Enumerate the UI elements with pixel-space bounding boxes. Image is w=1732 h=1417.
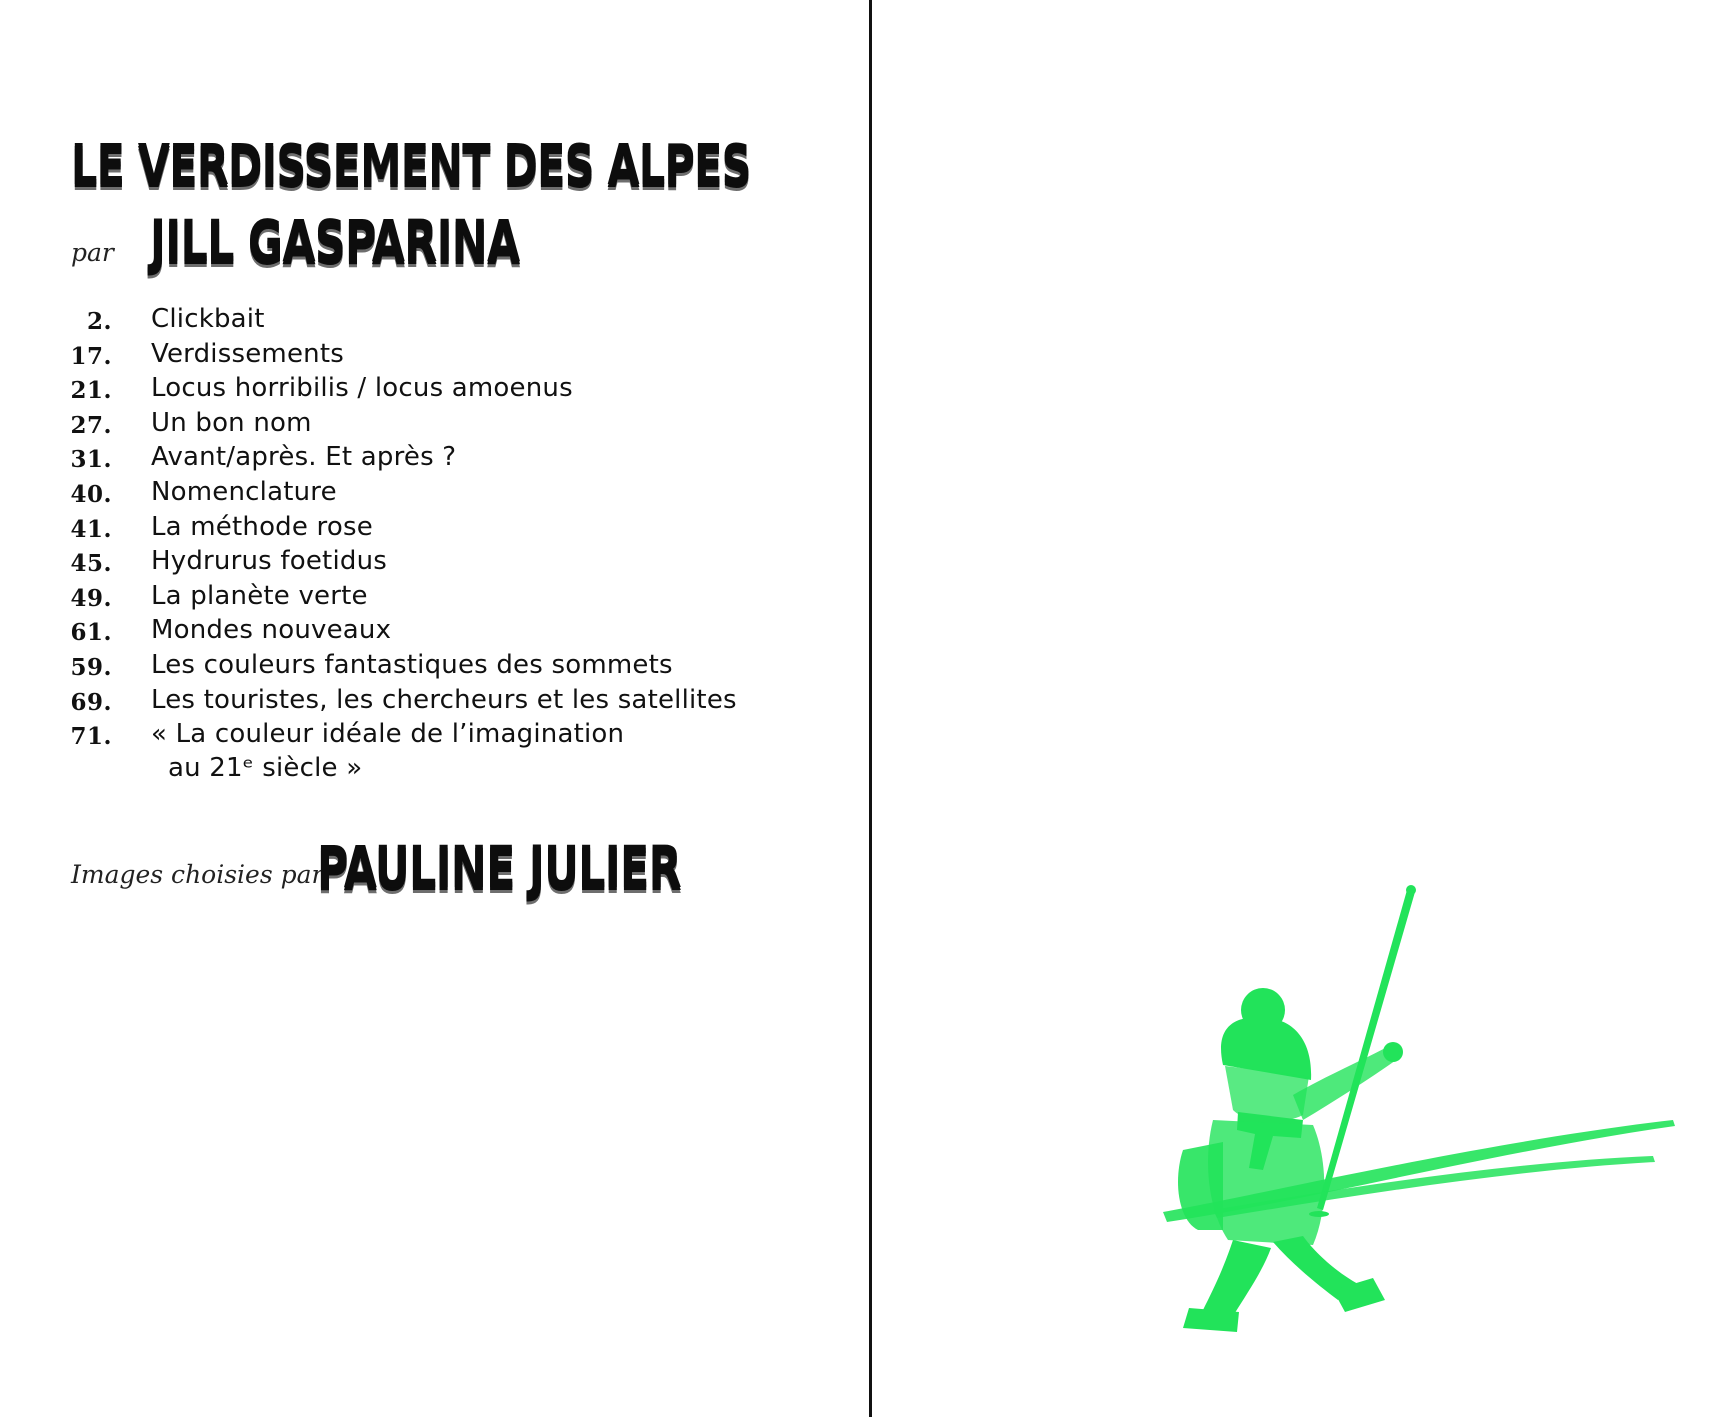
page-gutter-divider (869, 0, 872, 1417)
toc-page-number: 45. (70, 550, 112, 578)
toc-chapter-title: Avant/après. Et après ? (151, 442, 457, 473)
toc-chapter-title-continued: au 21ᵉ siècle » (168, 753, 363, 784)
toc-page-number: 59. (70, 653, 112, 681)
toc-entry (60, 615, 820, 650)
toc-chapter-title: Nomenclature (151, 476, 337, 507)
toc-chapter-title: Clickbait (151, 304, 265, 334)
toc-chapter-title: Les couleurs fantastiques des sommets (151, 649, 673, 680)
toc-chapter-title: Un bon nom (151, 407, 312, 438)
toc-chapter-title: La planète verte (151, 580, 368, 611)
toc-page-number: 17. (70, 342, 112, 370)
page-title: LE VERDISSEMENT DES ALPES (71, 133, 751, 198)
toc-chapter-title: Locus horribilis / locus amoenus (151, 373, 573, 404)
toc-entry (60, 304, 820, 339)
right-page (873, 0, 1732, 1417)
toc-entry (60, 650, 820, 685)
toc-chapter-title: Hydrurus foetidus (151, 546, 387, 577)
toc-page-number: 49. (70, 584, 112, 612)
toc-page-number: 69. (70, 688, 112, 716)
toc-page-number: 2. (86, 308, 112, 335)
toc-chapter-title: La méthode rose (151, 511, 373, 542)
illustrator-name: PAULINE JULIER (317, 833, 681, 901)
toc-entry (60, 685, 820, 720)
toc-entry (60, 581, 820, 616)
image-credit-prefix: Images choisies par (71, 860, 324, 889)
toc-entry (60, 408, 820, 443)
toc-page-number: 71. (70, 723, 112, 751)
toc-page-number: 31. (70, 446, 112, 474)
table-of-contents (60, 304, 820, 784)
toc-chapter-title: Les touristes, les chercheurs et les satellites (151, 684, 737, 715)
toc-chapter-title: Verdissements (151, 338, 344, 369)
toc-entry (60, 546, 820, 581)
toc-entry (60, 373, 820, 408)
toc-page-number: 41. (70, 515, 112, 543)
toc-entry (60, 719, 820, 784)
toc-chapter-title: « La couleur idéale de l’imagination (151, 719, 625, 750)
author-name: JILL GASPARINA (150, 207, 520, 275)
toc-entry (60, 339, 820, 374)
toc-page-number: 27. (70, 411, 112, 439)
green-skier-figure-icon (1153, 880, 1693, 1360)
toc-entry (60, 442, 820, 477)
toc-page-number: 21. (70, 377, 112, 405)
toc-entry (60, 512, 820, 547)
toc-chapter-title: Mondes nouveaux (151, 615, 392, 646)
byline-prefix: par (71, 238, 114, 267)
toc-page-number: 61. (70, 619, 112, 647)
toc-entry (60, 477, 820, 512)
toc-page-number: 40. (70, 480, 112, 508)
